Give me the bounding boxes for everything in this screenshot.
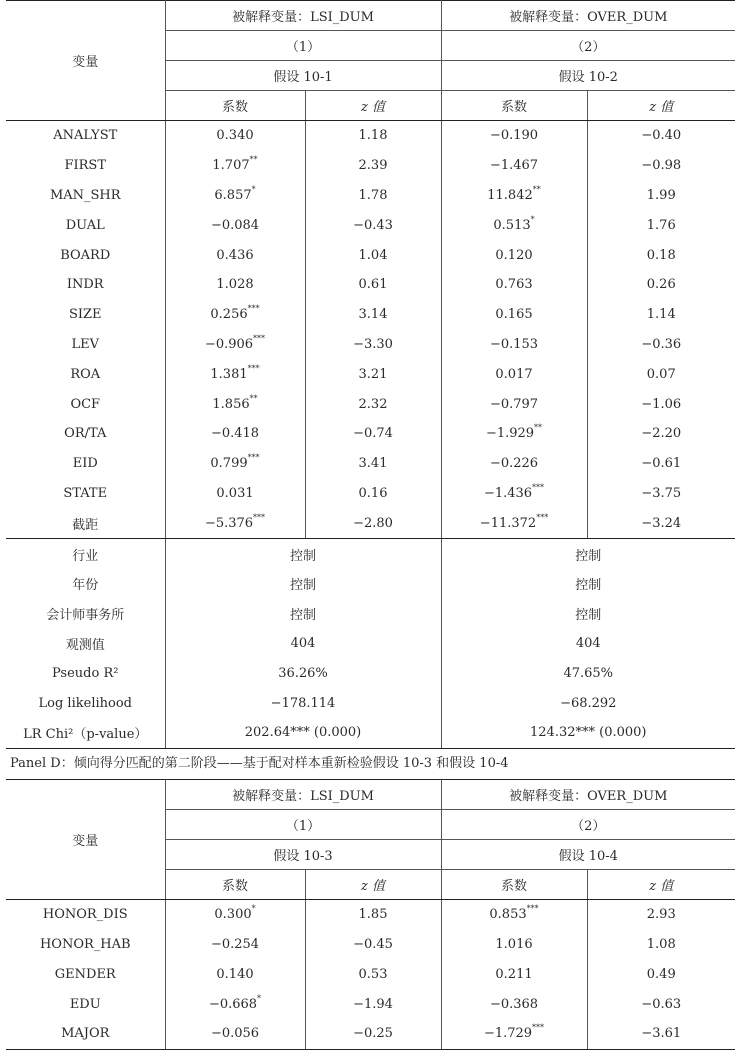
z-value-cell: −0.63 [641,996,682,1012]
z-value-cell: −0.98 [641,158,682,174]
coefficient-cell [441,479,587,509]
stat-value-2: 控制 [575,578,602,594]
table-row [6,330,735,360]
coefficient-value: 1.856 [212,396,250,412]
coefficient-cell [441,419,587,449]
stat-value-1: 36.26% [165,658,441,688]
coefficient-cell [441,1019,587,1049]
significance-stars: ** [532,184,541,194]
z-value-cell: −0.45 [305,930,441,960]
significance-stars: *** [253,512,266,522]
coefficient-value: −0.226 [489,456,539,472]
significance-stars: ** [249,155,258,165]
variable-name: INDR [6,270,165,300]
coef-header: 系数 [441,869,587,899]
stat-name: 行业 [6,539,165,569]
coefficient-value: 0.799 [210,456,248,472]
coefficient-cell [441,300,587,330]
coefficient-cell [441,330,587,360]
variable-name: MAJOR [6,1019,165,1049]
coefficient-cell [165,240,305,270]
variable-name: DUAL [6,210,165,240]
coefficient-cell [165,1019,305,1049]
stat-name: 年份 [6,569,165,599]
coefficient-cell [441,240,587,270]
z-value-cell: 1.04 [305,240,441,270]
z-value-cell: 3.21 [305,359,441,389]
coefficient-cell [165,508,305,538]
stats-row [6,658,735,688]
coefficient-value: 1.381 [210,366,248,382]
z-value-cell: −3.30 [305,330,441,360]
coefficient-value: 1.028 [216,277,254,293]
coefficient-value: 1.707 [212,158,250,174]
stat-name: 会计师事务所 [6,599,165,629]
coefficient-value: −0.190 [489,128,539,144]
table-row [6,899,735,929]
z-value-cell: −1.94 [305,989,441,1019]
coefficient-cell [165,989,305,1019]
coefficient-value: 0.853 [489,907,527,923]
z-value-cell: 1.99 [646,187,676,203]
variable-header: 变量 [6,779,165,899]
coefficient-cell [441,899,587,929]
stat-name: Pseudo R² [6,658,165,688]
z-value-cell: 0.61 [305,270,441,300]
table-row [6,181,735,211]
z-value-cell: −3.24 [587,508,735,538]
z-value-cell: 3.14 [305,300,441,330]
coefficient-value: 1.016 [495,936,533,952]
model-2-label: （2） [441,31,735,61]
table-row [6,419,735,449]
stat-value-2: 404 [575,635,601,651]
z-value-cell: 0.16 [305,479,441,509]
model-1-label: （1） [165,31,441,61]
coefficient-value: 0.300 [214,907,252,923]
coefficient-cell [441,930,587,960]
dependent-var-2: 被解释变量：OVER_DUM [441,1,735,31]
z-header: z 值 [587,869,735,899]
z-value-cell: 2.32 [305,389,441,419]
hypothesis-2-label: 假设 10-2 [441,61,735,91]
stats-row [6,539,735,569]
table-row [6,270,735,300]
variable-name: HONOR_HAB [6,930,165,960]
table-row [6,359,735,389]
coefficient-value: −1.729 [483,1026,533,1042]
z-value-cell: −0.74 [305,419,441,449]
z-value-cell: 1.76 [646,217,676,233]
significance-stars: *** [253,333,266,343]
coefficient-value: 0.165 [495,307,533,323]
table-row [6,389,735,419]
dependent-var-1: 被解释变量：LSI_DUM [165,779,441,809]
coefficient-value: −1.929 [485,426,535,442]
coefficient-cell [441,181,587,211]
z-value-cell: 1.18 [305,121,441,151]
stat-value-2: −68.292 [560,695,617,711]
table-row [6,121,735,151]
coefficient-value: −0.906 [204,336,254,352]
coefficient-cell [165,930,305,960]
coefficient-cell [165,330,305,360]
variable-name: EDU [6,989,165,1019]
variable-name: STATE [6,479,165,509]
coefficient-cell [165,479,305,509]
coefficient-cell [441,359,587,389]
z-value-cell: 0.49 [646,966,676,982]
significance-stars: *** [247,453,260,463]
stats-row [6,629,735,659]
coefficient-cell [165,959,305,989]
z-value-cell: −0.36 [641,336,682,352]
coefficient-cell [165,181,305,211]
coefficient-cell [441,989,587,1019]
table-row [6,1019,735,1049]
z-header: z 值 [305,91,441,121]
coefficient-cell [441,270,587,300]
coefficient-value: −0.668 [208,996,258,1012]
coefficient-value: 0.763 [495,277,533,293]
table-1-stats [6,539,735,749]
stat-value-1: 404 [165,629,441,659]
coefficient-value: 0.436 [216,247,254,263]
stats-row [6,718,735,748]
coefficient-cell [165,210,305,240]
z-value-cell: 0.53 [305,959,441,989]
table-row [6,930,735,960]
significance-stars: ** [249,393,258,403]
z-value-cell: −3.61 [587,1019,735,1049]
coefficient-cell [441,121,587,151]
stats-row [6,688,735,718]
coefficient-value: −0.368 [489,996,539,1012]
z-value-cell: −1.06 [641,396,682,412]
stats-row [6,599,735,629]
stat-value-2: 47.65% [563,665,614,681]
variable-name: LEV [6,330,165,360]
z-value-cell: 1.14 [646,307,676,323]
variable-name: OR/TA [6,419,165,449]
coefficient-cell [165,151,305,181]
table-row [6,240,735,270]
hypothesis-1-label: 假设 10-1 [165,61,441,91]
model-1-label: （1） [165,809,441,839]
stat-value-2: 控制 [575,548,602,564]
stats-row [6,569,735,599]
significance-stars: *** [532,1023,545,1033]
coefficient-cell [441,959,587,989]
stat-value-1: 202.64*** (0.000) [165,718,441,748]
significance-stars: *** [247,363,260,373]
coefficient-value: −1.467 [489,158,539,174]
hypothesis-3-label: 假设 10-3 [165,839,441,869]
coefficient-value: −1.436 [483,485,533,501]
significance-stars: ** [534,423,543,433]
stat-value-1: −178.114 [165,688,441,718]
z-value-cell: −0.61 [641,456,682,472]
significance-stars: * [530,214,535,224]
table-row [6,151,735,181]
significance-stars: * [251,184,256,194]
z-value-cell: 0.26 [646,277,676,293]
variable-name: BOARD [6,240,165,270]
hypothesis-4-label: 假设 10-4 [441,839,735,869]
significance-stars: *** [247,304,260,314]
significance-stars: * [257,993,262,1003]
significance-stars: * [251,904,256,914]
z-value-cell: −0.43 [305,210,441,240]
table-row [6,959,735,989]
coefficient-value: 0.211 [495,966,533,982]
coefficient-value: −0.056 [210,1026,260,1042]
coefficient-value: 11.842 [487,187,533,203]
table-row [6,210,735,240]
z-value-cell: 2.93 [646,907,676,923]
coef-header: 系数 [165,91,305,121]
coefficient-value: −0.153 [489,336,539,352]
stat-value-2: 控制 [575,608,602,624]
significance-stars: *** [532,482,545,492]
regression-table-2 [6,779,735,1050]
coefficient-cell [441,210,587,240]
coefficient-value: 0.017 [495,366,533,382]
coefficient-value: −0.418 [210,426,260,442]
variable-name: 截距 [6,508,165,538]
stat-value-2: 124.32*** (0.000) [441,718,735,748]
coefficient-value: 0.140 [216,966,254,982]
significance-stars: *** [536,512,549,522]
table-2-body [6,899,735,1049]
z-value-cell: 1.78 [305,181,441,211]
z-value-cell: 0.18 [646,247,676,263]
coefficient-cell [165,359,305,389]
z-value-cell: −3.75 [641,485,682,501]
stat-name: Log likelihood [6,688,165,718]
variable-name: HONOR_DIS [6,899,165,929]
z-value-cell: 2.39 [305,151,441,181]
table-row [6,449,735,479]
table-row [6,508,735,538]
coefficient-value: 6.857 [214,187,252,203]
z-header: z 值 [305,869,441,899]
variable-name: FIRST [6,151,165,181]
variable-name: OCF [6,389,165,419]
coefficient-cell [165,449,305,479]
coefficient-cell [165,389,305,419]
variable-name: GENDER [6,959,165,989]
variable-name: EID [6,449,165,479]
coefficient-value: −11.372 [479,515,537,531]
table-row [6,479,735,509]
stat-value-1: 控制 [165,569,441,599]
significance-stars: *** [526,904,539,914]
z-value-cell: −2.20 [641,426,682,442]
z-header: z 值 [587,91,735,121]
variable-name: MAN_SHR [6,181,165,211]
coefficient-cell [165,300,305,330]
panel-d-title: Panel D：倾向得分匹配的第二阶段——基于配对样本重新检验假设 10-3 和假设 10-4 [10,755,509,771]
coefficient-cell [165,270,305,300]
coefficient-cell [441,151,587,181]
coefficient-cell [441,508,587,538]
coefficient-cell [165,121,305,151]
dependent-var-1: 被解释变量：LSI_DUM [165,1,441,31]
z-value-cell: −0.25 [305,1019,441,1049]
coef-header: 系数 [165,869,305,899]
stat-value-1: 控制 [165,599,441,629]
z-value-cell: 1.85 [305,899,441,929]
dependent-var-2: 被解释变量：OVER_DUM [441,779,735,809]
variable-header: 变量 [6,1,165,121]
regression-table-1 [6,0,735,749]
coefficient-value: −0.254 [210,936,260,952]
coefficient-value: 0.513 [493,217,531,233]
coefficient-value: 0.120 [495,247,533,263]
coefficient-value: −5.376 [204,515,254,531]
stat-name: LR Chi²（p-value） [6,718,165,748]
stat-name: 观测值 [6,629,165,659]
z-value-cell: 0.07 [646,366,676,382]
coefficient-cell [165,899,305,929]
coefficient-value: 0.256 [210,307,248,323]
coefficient-cell [441,389,587,419]
coef-header: 系数 [441,91,587,121]
z-value-cell: 3.41 [305,449,441,479]
variable-name: ROA [6,359,165,389]
z-value-cell: −0.40 [641,128,682,144]
table-1-body [6,121,735,539]
stat-value-1: 控制 [165,539,441,569]
variable-name: ANALYST [6,121,165,151]
coefficient-value: −0.797 [489,396,539,412]
coefficient-cell [165,419,305,449]
coefficient-value: −0.084 [210,217,260,233]
model-2-label: （2） [441,809,735,839]
document-page [6,0,735,1050]
table-row [6,300,735,330]
coefficient-value: 0.340 [216,128,254,144]
coefficient-value: 0.031 [216,485,254,501]
variable-name: SIZE [6,300,165,330]
table-row [6,989,735,1019]
z-value-cell: 1.08 [646,936,676,952]
z-value-cell: −2.80 [305,508,441,538]
coefficient-cell [441,449,587,479]
